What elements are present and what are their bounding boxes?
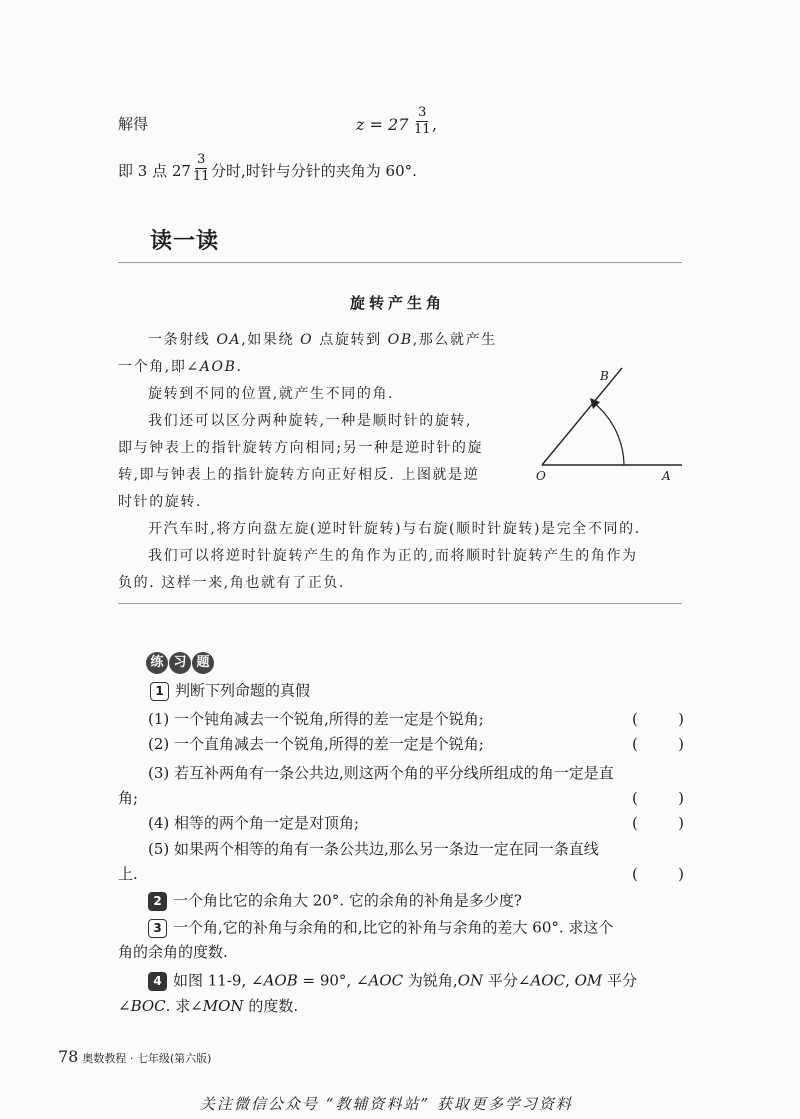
fraction-denominator: 11 — [414, 122, 431, 137]
question-1-item-4: (4) 相等的两个角一定是对顶角; — [148, 814, 360, 832]
reading-paragraph-3-line-4: 时针的旋转. — [118, 494, 203, 510]
exercise-badge — [146, 651, 215, 674]
question-1-item-5: (5) 如果两个相等的角有一条公共边,那么另一条边一定在同一条直线 — [148, 840, 599, 858]
fraction-numerator: 3 — [197, 152, 206, 167]
reading-paragraph-3-line-1: 我们还可以区分两种旋转,一种是顺时针的旋转, — [148, 413, 473, 429]
label-a: A — [662, 469, 671, 483]
reading-paragraph-3-line-3: 转,即与钟表上的指针旋转方向正好相反. 上图就是逆 — [118, 467, 480, 483]
fraction-numerator: 3 — [418, 105, 427, 120]
answer-blank-2[interactable]: ( ) — [632, 735, 684, 753]
badge-char-2: 习 — [169, 652, 191, 674]
question-1-item-3: (3) 若互补两角有一条公共边,则这两个角的平分线所组成的角一定是直 — [148, 764, 614, 782]
solution-fraction — [414, 106, 431, 136]
reading-paragraph-2: 旋转到不同的位置,就产生不同的角. — [148, 386, 395, 402]
conclusion-text: 分时,时针与分针的夹角为 60°. — [211, 162, 417, 180]
question-1-item-1: (1) 一个钝角减去一个锐角,所得的差一定是个锐角; — [148, 710, 484, 728]
reading-paragraph-5-line-1: 我们可以将逆时针旋转产生的角作为正的,而将顺时针旋转产生的角作为 — [148, 548, 638, 564]
question-4-line-2: ∠BOC. 求∠MON 的度数. — [118, 997, 299, 1015]
page-number: 78 — [58, 1047, 79, 1066]
question-number: 2 — [148, 892, 167, 911]
reading-paragraph-3-line-2: 即与钟表上的指针旋转方向相同;另一种是逆时针的旋 — [118, 440, 484, 456]
solution-label: 解得 — [118, 115, 149, 133]
question-2: 2 一个角比它的余角大 20°. 它的余角的补角是多少度? — [148, 892, 522, 911]
conclusion-prefix: 即 3 点 27 — [118, 162, 191, 180]
fraction-denominator: 11 — [193, 169, 210, 184]
question-1-title: 1 判断下列命题的真假 — [150, 682, 310, 701]
question-number: 4 — [148, 972, 167, 991]
page-footer — [58, 1047, 211, 1066]
ray-ob — [542, 368, 622, 465]
question-1-item-5-cont: 上. — [118, 865, 138, 883]
reading-paragraph-1-cont: 一个角,即∠AOB. — [118, 359, 243, 375]
section-top-rule — [118, 262, 682, 263]
question-1-item-2: (2) 一个直角减去一个锐角,所得的差一定是个锐角; — [148, 735, 484, 753]
answer-blank-4[interactable]: ( ) — [632, 814, 684, 832]
question-1-item-3-cont: 角; — [118, 789, 139, 807]
conclusion-fraction — [193, 153, 210, 183]
reading-paragraph-5-line-2: 负的. 这样一来,角也就有了正负. — [118, 575, 345, 591]
question-number: 3 — [148, 919, 167, 938]
question-4-line-1: 4 如图 11-9, ∠AOB = 90°, ∠AOC 为锐角,ON 平分∠AOC, OM 平分 — [148, 972, 637, 991]
badge-char-1: 练 — [146, 652, 168, 674]
book-title: 奥数教程 · 七年级(第六版) — [82, 1052, 212, 1065]
question-number: 1 — [150, 682, 169, 701]
badge-char-3: 题 — [192, 652, 214, 674]
answer-blank-1[interactable]: ( ) — [632, 710, 684, 728]
question-3-line-2: 角的余角的度数. — [118, 943, 228, 961]
solution-comma: , — [432, 115, 438, 134]
section-bottom-rule — [118, 603, 682, 604]
question-3-line-1: 3 一个角,它的补角与余角的和,比它的补角与余角的差大 60°. 求这个 — [148, 919, 613, 938]
answer-blank-5[interactable]: ( ) — [632, 865, 684, 883]
section-title: 读一读 — [150, 229, 220, 254]
label-b: B — [600, 369, 609, 383]
solution-equation: z = 27 — [356, 115, 409, 134]
rotation-figure — [530, 360, 690, 490]
rotation-arc — [594, 403, 624, 465]
watermark: 关注微信公众号 “教辅资料站” 获取更多学习资料 — [200, 1095, 573, 1113]
article-title: 旋转产生角 — [350, 294, 446, 312]
reading-paragraph-4: 开汽车时,将方向盘左旋(逆时针旋转)与右旋(顺时针旋转)是完全不同的. — [148, 521, 641, 537]
label-o: O — [536, 469, 546, 483]
answer-blank-3[interactable]: ( ) — [632, 789, 684, 807]
reading-paragraph-1: 一条射线 OA,如果绕 O 点旋转到 OB,那么就产生 — [148, 332, 497, 348]
